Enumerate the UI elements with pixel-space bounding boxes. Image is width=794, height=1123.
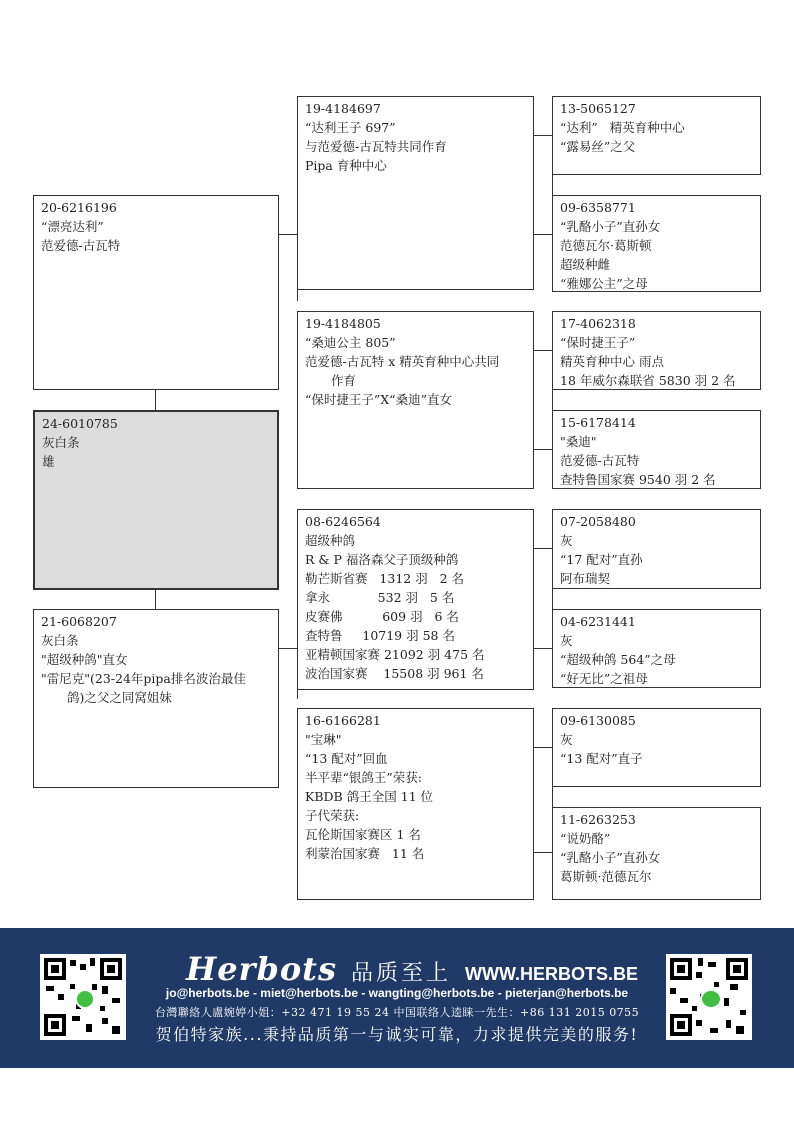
connector <box>533 852 553 853</box>
connector <box>533 648 553 649</box>
wechat-icon <box>700 989 722 1009</box>
website-link[interactable]: WWW.HERBOTS.BE <box>464 964 638 984</box>
pigeon-name: “保时捷王子” <box>560 335 636 350</box>
ring-number: 21-6068207 <box>41 614 117 629</box>
pedigree-box-sds <box>552 311 761 390</box>
ring-number: 20-6216196 <box>41 200 117 215</box>
brand-row <box>186 950 638 988</box>
pedigree-box-sire-dam <box>297 311 534 489</box>
connector <box>533 548 553 549</box>
info-line: Pipa 育种中心 <box>305 158 387 173</box>
pedigree-box-subject <box>33 410 279 590</box>
info-line: “露易丝”之父 <box>560 139 636 154</box>
color: 灰 <box>560 633 573 648</box>
result-line: 利蒙治国家赛 11 名 <box>305 846 425 861</box>
pedigree-box-sdd <box>552 410 761 489</box>
connector <box>533 350 553 351</box>
connector <box>533 135 553 136</box>
info-line: 精英育种中心 雨点 <box>560 354 664 369</box>
result-line: 查特鲁 10719 羽 58 名 <box>305 628 455 643</box>
ring-number: 17-4062318 <box>560 316 636 331</box>
info-line: “13 配对”直子 <box>560 751 643 766</box>
connector <box>278 234 298 235</box>
info-line: 鸽)之父之同窝姐妹 <box>67 690 172 705</box>
info-line: 超级种雌 <box>560 257 611 272</box>
ring-number: 04-6231441 <box>560 614 636 629</box>
ring-number: 09-6358771 <box>560 200 636 215</box>
info-line: “好无比”之祖母 <box>560 671 648 686</box>
pedigree-box-sire-sire <box>297 96 534 290</box>
pedigree-box-ssd <box>552 195 761 292</box>
info-line: "超级种鸽"直女 <box>41 652 128 667</box>
ring-number: 15-6178414 <box>560 415 636 430</box>
pedigree-box-dds <box>552 708 761 787</box>
info-line: R & P 福洛森父子顶级种鸽 <box>305 552 459 567</box>
ring-number: 24-6010785 <box>42 416 118 431</box>
info-line: “17 配对”直孙 <box>560 552 643 567</box>
result-line: 瓦伦斯国家赛区 1 名 <box>305 827 421 842</box>
ring-number: 19-4184805 <box>305 316 381 331</box>
info-line: 葛斯顿·范德瓦尔 <box>560 869 652 884</box>
connector <box>155 589 156 610</box>
ring-number: 11-6263253 <box>560 812 636 827</box>
pedigree-box-dam-sire <box>297 509 534 690</box>
info-line: 阿布瑞契 <box>560 571 611 586</box>
pigeon-name: “漂亮达利” <box>41 219 104 234</box>
brand-slogan: 品质至上 <box>350 961 451 986</box>
breeder: 范爱德-古瓦特 <box>41 238 121 253</box>
result-line: 亚精顿国家赛 21092 羽 475 名 <box>305 647 485 662</box>
pigeon-name: “达利王子 697” <box>305 120 396 135</box>
ring-number: 13-5065127 <box>560 101 636 116</box>
info-line: “乳酪小子”直孙女 <box>560 850 661 865</box>
pigeon-name: “说奶酪” <box>560 831 611 846</box>
pedigree-box-dam-dam <box>297 708 534 900</box>
herbots-logo: Herbots <box>186 950 337 988</box>
footer-banner <box>0 928 794 1068</box>
result-line: 皮赛佛 609 羽 6 名 <box>305 609 459 624</box>
ring-number: 19-4184697 <box>305 101 381 116</box>
info-line: “雅娜公主”之母 <box>560 276 648 291</box>
company-motto: 贺伯特家族...秉持品质第一与诚实可靠，力求提供完美的服务! <box>155 1025 639 1044</box>
pigeon-name: “桑迪公主 805” <box>305 335 396 350</box>
info-line: 范爱德-古瓦特 <box>560 453 640 468</box>
result-line: 波治国家赛 15508 羽 961 名 <box>305 666 484 681</box>
info-line: 子代荣获: <box>305 808 360 823</box>
pigeon-name: “达利” 精英育种中心 <box>560 120 685 135</box>
info-line: 半平辈“银鸽王”荣获: <box>305 770 422 785</box>
result-line: 勒芒斯省赛 1312 羽 2 名 <box>305 571 465 586</box>
result-line: 拿永 532 羽 5 名 <box>305 590 455 605</box>
info-line: 范德瓦尔·葛斯顿 <box>560 238 652 253</box>
pigeon-name: "宝琳" <box>305 732 342 747</box>
connector <box>278 648 298 649</box>
info-line: “乳酪小子”直孙女 <box>560 219 661 234</box>
sex: 雄 <box>42 454 55 469</box>
email-list[interactable]: jo@herbots.be - miet@herbots.be - wangting@herbots.be - pieterjan@herbots.be <box>165 986 629 1000</box>
info-line: "雷尼克"(23-24年pipa排名波治最佳 <box>41 671 246 686</box>
ring-number: 07-2058480 <box>560 514 636 529</box>
pedigree-box-sire <box>33 195 279 390</box>
qr-code-wechat[interactable] <box>666 954 752 1040</box>
connector <box>533 449 553 450</box>
info-line: KBDB 鸽王全国 11 位 <box>305 789 434 804</box>
connector <box>533 234 553 235</box>
connector <box>533 747 553 748</box>
color: 灰白条 <box>42 435 80 450</box>
pedigree-box-ddd <box>552 807 761 900</box>
info-line: “保时捷王子”X“桑迪”直女 <box>305 392 452 407</box>
result-line: 查特鲁国家赛 9540 羽 2 名 <box>560 472 716 487</box>
pedigree-box-dss <box>552 509 761 589</box>
color: 灰白条 <box>41 633 79 648</box>
ring-number: 09-6130085 <box>560 713 636 728</box>
connector <box>155 389 156 410</box>
contact-phones: 台灣聯絡人盧婉婷小姐：+32 471 19 55 24 中国联络人逵睐一先生：+86 131 2015 0755 <box>154 1006 640 1019</box>
color: 灰 <box>560 732 573 747</box>
pigeon-name: "桑迪" <box>560 434 597 449</box>
result-line: 18 年威尔森联省 5830 羽 2 名 <box>560 373 736 388</box>
info-line: “超级种鸽 564”之母 <box>560 652 676 667</box>
pedigree-box-dam <box>33 609 279 788</box>
pedigree-box-dsd <box>552 609 761 688</box>
ring-number: 08-6246564 <box>305 514 381 529</box>
info-line: 与范爱德-古瓦特共同作育 <box>305 139 447 154</box>
info-line: “13 配对”回血 <box>305 751 388 766</box>
info-line: 超级种鸽 <box>305 533 356 548</box>
info-line: 范爱德-古瓦特 x 精英育种中心共同 <box>305 354 500 369</box>
pedigree-box-sss <box>552 96 761 175</box>
color: 灰 <box>560 533 573 548</box>
info-line: 作育 <box>331 373 357 388</box>
ring-number: 16-6166281 <box>305 713 381 728</box>
